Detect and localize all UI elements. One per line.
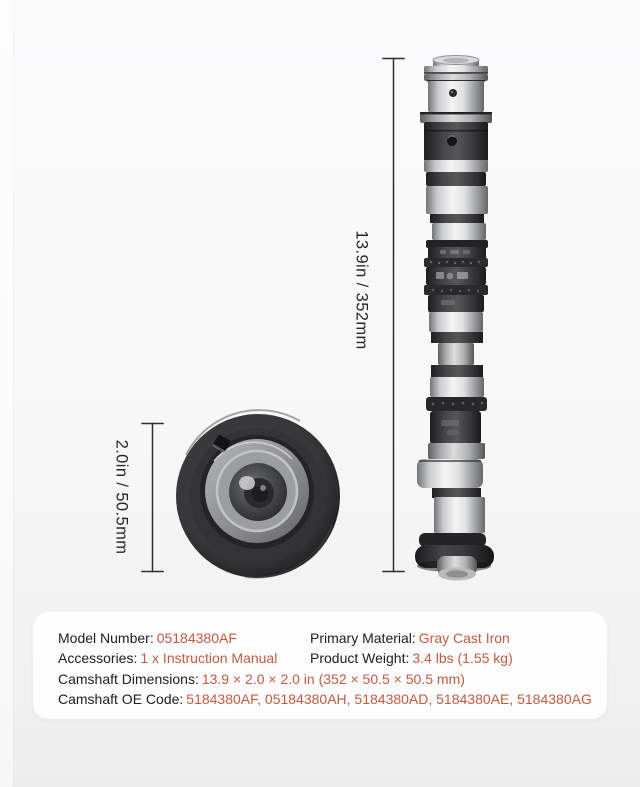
diameter-dimension-label: 2.0in / 50.5mm <box>112 439 131 555</box>
spec-camshaft-dimensions <box>58 669 597 689</box>
sprocket-end-photo <box>176 410 340 578</box>
spec-model-number <box>58 628 310 648</box>
spec-label: Primary Material: <box>310 630 416 646</box>
spec-oe-code <box>58 689 597 709</box>
spec-value: 5184380AF, 05184380AH, 5184380AD, 5184380AE, 5184380AG <box>186 691 592 708</box>
diameter-dimension-line <box>142 424 163 572</box>
spec-label: Camshaft OE Code: <box>58 691 184 708</box>
spec-product-weight <box>310 648 597 668</box>
spec-value: 05184380AF <box>156 630 237 646</box>
spec-primary-material <box>310 628 597 648</box>
spec-accessories <box>58 648 310 668</box>
length-dimension-label: 13.9in / 352mm <box>352 230 371 350</box>
spec-value: 1 x Instruction Manual <box>140 650 278 667</box>
spec-label: Product Weight: <box>310 650 410 667</box>
camshaft-photo <box>415 56 494 581</box>
spec-panel <box>33 612 607 719</box>
spec-value: 3.4 lbs (1.55 kg) <box>412 650 513 667</box>
spec-value: 13.9 × 2.0 × 2.0 in (352 × 50.5 × 50.5 mm) <box>201 670 465 687</box>
spec-label: Camshaft Dimensions: <box>58 670 199 687</box>
length-dimension-line <box>383 59 404 572</box>
spec-value: Gray Cast Iron <box>418 630 510 646</box>
spec-label: Accessories: <box>58 650 138 667</box>
spec-grid <box>58 628 597 669</box>
spec-label: Model Number: <box>58 630 154 646</box>
